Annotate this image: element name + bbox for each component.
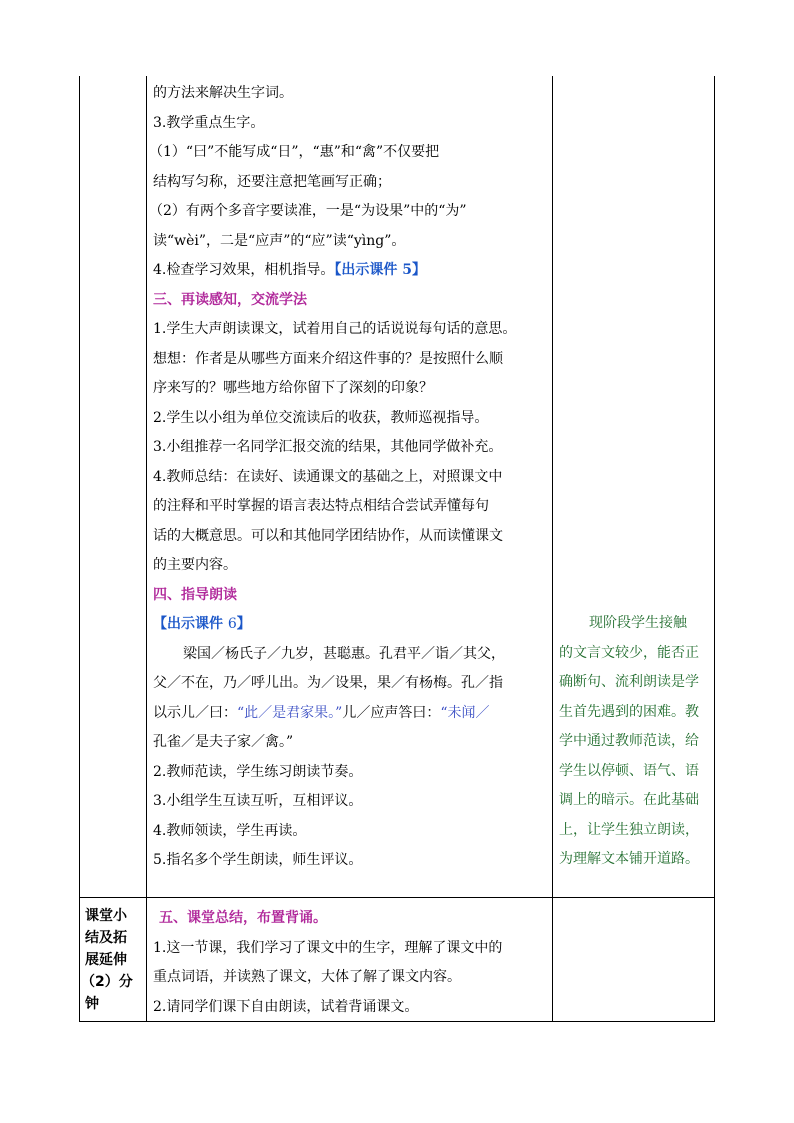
note-line: 生首先遇到的困难。教 xyxy=(559,703,699,720)
text-line: 读“wèi”，二是“应声”的“应”读“yìng”。 xyxy=(153,232,406,249)
note-line: 学中通过教师范读，给 xyxy=(559,733,699,749)
text-line: 2.教师范读，学生练习朗读节奏。 xyxy=(153,763,363,780)
table-border-left xyxy=(79,76,80,1022)
label-line: （2）分 xyxy=(81,974,133,990)
passage-line: 梁国／杨氏子／九岁，甚聪惠。孔君平／诣／其父， xyxy=(183,645,505,662)
text-line: 的注释和平时掌握的语言表达特点相结合尝试弄懂每句 xyxy=(153,498,489,514)
passage-line: 父／不在，乃／呼儿出。为／设果，果／有杨梅。孔／指 xyxy=(153,675,503,691)
note-line: 上，让学生独立朗读， xyxy=(559,821,699,838)
passage-quote: “此／是君家果。” xyxy=(237,704,343,721)
note-line: 调上的暗示。在此基础 xyxy=(559,792,699,808)
text-line xyxy=(153,256,553,286)
section-three-heading: 三、再读感知，交流学法 xyxy=(153,291,307,308)
courseware-6-open: 【出示课件 xyxy=(153,616,228,632)
text-line: （2）有两个多音字要读准，一是“为设果”中的“为” xyxy=(149,203,467,219)
text-line: 3.小组学生互读互听，互相评议。 xyxy=(153,793,363,809)
text-line: 想想：作者是从哪些方面来介绍这件事的？是按照什么顺 xyxy=(153,350,503,367)
courseware-6-line xyxy=(153,610,553,640)
table-border-right xyxy=(714,76,715,1022)
section-four-heading: 四、指导朗读 xyxy=(153,586,237,603)
summary-label xyxy=(81,905,145,1015)
text-line: 1.学生大声朗读课文，试着用自己的话说说每句话的意思。 xyxy=(153,321,517,337)
check-text: 4.检查学习效果，相机指导。 xyxy=(153,262,335,278)
passage-line xyxy=(153,699,553,729)
design-note xyxy=(559,609,715,875)
table-divider-1 xyxy=(146,76,147,1022)
text-line: 4.教师总结：在读好、读通课文的基础之上，对照课文中 xyxy=(153,468,503,485)
summary-content xyxy=(153,904,553,1022)
text-line: 5.指名多个学生朗读，师生评议。 xyxy=(153,852,363,868)
note-line: 现阶段学生接触 xyxy=(589,615,687,631)
text-line: 的方法来解决生字词。 xyxy=(153,85,293,101)
courseware-6-close: 】 xyxy=(236,616,251,632)
note-line: 确断句、流利朗读是学 xyxy=(559,674,699,690)
courseware-6-number: 6 xyxy=(227,616,237,632)
note-line: 的文言文较少，能否正 xyxy=(559,644,699,661)
courseware-5-tag: 【出示课件 5】 xyxy=(334,262,426,278)
passage-segment: 儿／应声答曰： xyxy=(342,704,441,721)
text-line: 1.这一节课，我们学习了课文中的生字，理解了课文中的 xyxy=(153,939,503,956)
row-divider xyxy=(79,897,715,898)
label-line: 结及拓 xyxy=(85,930,127,946)
label-line: 课堂小 xyxy=(85,908,127,924)
section-five-heading: 五、课堂总结，布置背诵。 xyxy=(159,910,327,926)
text-line: 2.请同学们课下自由朗读，试着背诵课文。 xyxy=(153,998,419,1015)
passage-segment: 以示儿／曰： xyxy=(153,704,237,721)
label-line: 钟 xyxy=(85,996,99,1012)
note-line: 学生以停顿、语气、语 xyxy=(559,762,699,779)
label-line: 展延伸 xyxy=(85,952,127,968)
text-line: 话的大概意思。可以和其他同学团结协作，从而读懂课文 xyxy=(153,527,503,544)
text-line: 4.教师领读，学生再读。 xyxy=(153,822,307,839)
text-line: 2.学生以小组为单位交流读后的收获，教师巡视指导。 xyxy=(153,409,489,426)
lesson-plan-table xyxy=(79,76,715,1022)
text-line: 3.教学重点生字。 xyxy=(153,114,265,131)
text-line: 重点词语，并读熟了课文，大体了解了课文内容。 xyxy=(153,969,461,985)
text-line: （1）“曰”不能写成“日”，“惠”和“禽”不仅要把 xyxy=(149,144,440,160)
passage-quote: “未闻／ xyxy=(440,704,490,721)
text-line: 的主要内容。 xyxy=(153,557,237,573)
passage-line: 孔雀／是夫子家／禽。” xyxy=(153,734,294,750)
note-line: 为理解文本铺开道路。 xyxy=(559,851,699,867)
text-line: 结构写匀称，还要注意把笔画写正确； xyxy=(153,173,391,190)
text-line: 3.小组推荐一名同学汇报交流的结果，其他同学做补充。 xyxy=(153,439,503,455)
text-line: 序来写的？哪些地方给你留下了深刻的印象？ xyxy=(153,380,433,396)
process-content xyxy=(149,79,553,876)
